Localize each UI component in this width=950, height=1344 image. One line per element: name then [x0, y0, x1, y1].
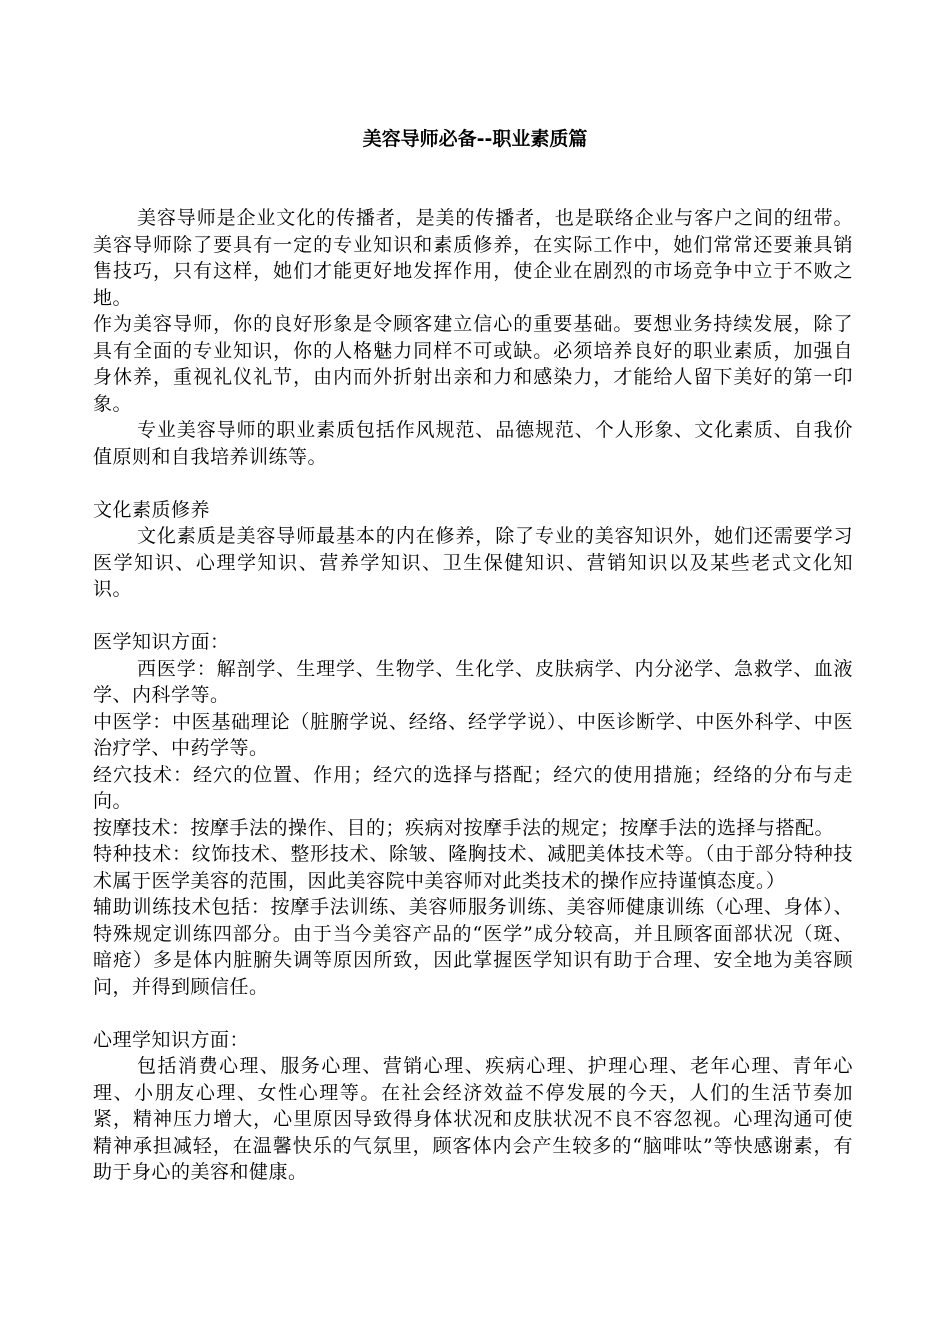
paragraph-image: 作为美容导师，你的良好形象是令顾客建立信心的重要基础。要想业务持续发展，除了具有全面的专业知识，你的人格魅力同样不可或缺。必须培养良好的职业素质，加强自身休养，重视礼仪礼节，由内而外折射出亲和力和感染力，才能给人留下美好的第一印象。 [93, 313, 853, 415]
section-heading-medicine: 医学知识方面： [93, 631, 230, 653]
document-body [93, 205, 853, 1186]
document-title: 美容导师必备--职业素质篇 [362, 128, 588, 150]
section-heading-psychology: 心理学知识方面： [93, 1028, 250, 1051]
spacer [93, 603, 853, 630]
paragraph-psychology: 包括消费心理、服务心理、营销心理、疾病心理、护理心理、老年心理、青年心理、小朋友心理、女性心理等。在社会经济效益不停发展的今天，人们的生活节奏加紧，精神压力增大，心里原因导致得身体状况和皮肤状况不良不容忽视。心理沟通可使精神承担减轻，在温馨快乐的气氛里，顾客体内会产生较多的“脑啡呔”等快感谢素，有助于身心的美容和健康。 [93, 1055, 853, 1183]
spacer [93, 1000, 853, 1027]
paragraph-massage: 按摩技术：按摩手法的操作、目的；疾病对按摩手法的规定；按摩手法的选择与搭配。 [93, 816, 835, 839]
paragraph-special-tech: 特种技术：纹饰技术、整形技术、除皱、隆胸技术、减肥美体技术等。（由于部分特种技术属于医学美容的范围，因此美容院中美容师对此类技术的操作应持谨慎态度。） [93, 843, 853, 892]
section-heading-culture: 文化素质修养 [93, 498, 211, 521]
paragraph-qualities: 专业美容导师的职业素质包括作风规范、品德规范、个人形象、文化素质、自我价值原则和自我培养训练等。 [93, 419, 853, 468]
paragraph-intro: 美容导师是企业文化的传播者，是美的传播者，也是联络企业与客户之间的纽带。美容导师除了要具有一定的专业知识和素质修养，在实际工作中，她们常常还要兼具销售技巧，只有这样，她们才能更好地发挥作用，使企业在剧烈的市场竞争中立于不败之地。 [93, 207, 853, 309]
paragraph-chinese-medicine: 中医学：中医基础理论（脏腑学说、经络、经学学说）、中医诊断学、中医外科学、中医治疗学、中药学等。 [93, 710, 853, 759]
paragraph-acupoint: 经穴技术：经穴的位置、作用；经穴的选择与搭配；经穴的使用措施；经络的分布与走向。 [93, 763, 853, 812]
spacer [93, 470, 853, 497]
paragraph-training: 辅助训练技术包括：按摩手法训练、美容师服务训练、美容师健康训练（心理、身体）、特殊规定训练四部分。由于当今美容产品的“医学”成分较高，并且顾客面部状况（斑、暗疮）多是体内脏腑失调等原因所致，因此掌握医学知识有助于合理、安全地为美容顾问，并得到顾信任。 [93, 896, 853, 998]
paragraph-western-medicine: 西医学：解剖学、生理学、生物学、生化学、皮肤病学、内分泌学、急救学、血液学、内科学等。 [93, 657, 853, 706]
paragraph-culture: 文化素质是美容导师最基本的内在修养，除了专业的美容知识外，她们还需要学习医学知识、心理学知识、营养学知识、卫生保健知识、营销知识以及某些老式文化知识。 [93, 525, 853, 600]
